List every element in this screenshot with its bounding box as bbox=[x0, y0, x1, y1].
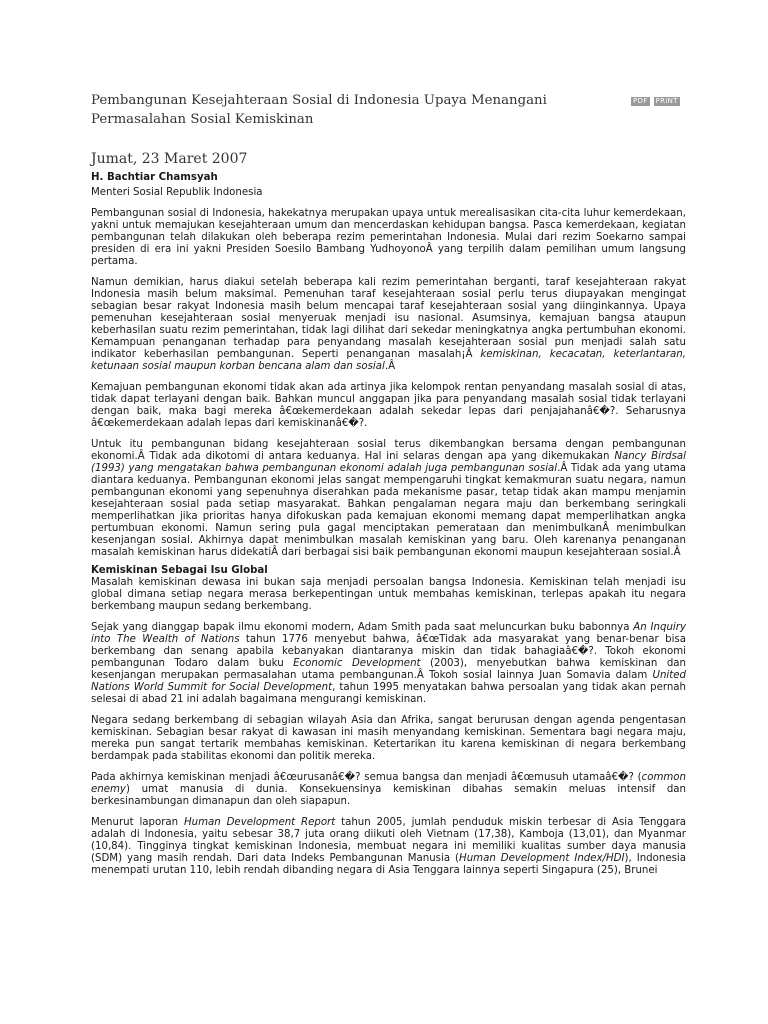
summit-name: United Nations World Summit for Social Development bbox=[91, 670, 686, 693]
paragraph-9-text-b: tahun 2005, jumlah penduduk miskin terbesar di Asia Tenggara adalah di Indonesia, yaitu sebesar 38,7 juta orang diikuti oleh Vietnam (17,38), Kamboja (13,01), dan Myanmar (10,84). Tingginya tingkat kemiskinan Indonesia, membuat negara ini memiliki kualitas sumber daya manusia (SDM) yang masih rendah. Dari data Indeks Pembangunan Manusia ( bbox=[91, 817, 687, 864]
report-title: Human Development Report bbox=[183, 817, 336, 828]
paragraph-2 bbox=[91, 277, 686, 373]
section-heading: Kemiskinan Sebagai Isu Global bbox=[91, 565, 268, 576]
paragraph-4 bbox=[91, 439, 686, 559]
book-title-economic-development: Economic Development bbox=[293, 658, 421, 669]
article-title: Pembangunan Kesejahteraan Sosial di Indonesia Upaya Menangani Permasalahan Sosial Kemiskinan bbox=[91, 93, 547, 127]
paragraph-5: Masalah kemiskinan dewasa ini bukan saja menjadi persoalan bangsa Indonesia. Kemiskinan telah menjadi isu global dimana setiap negara merasa berkepentingan untuk membahas kemiskinan, terlepas apakah itu negara berkembang maupun sedang berkembang. bbox=[91, 577, 686, 612]
paragraph-7: Negara sedang berkembang di sebagian wilayah Asia dan Afrika, sangat berurusan dengan agenda pengentasan kemiskinan. Sebagian besar rakyat di kawasan ini masih menyandang kemiskinan. Sementara bagi negara maju, mereka pun sangat tertarik membahas kemiskinan. Ketertarikan itu karena kemiskinan di negara berkembang berdampak pada stabilitas ekonomi dan politik mereka. bbox=[91, 715, 686, 762]
paragraph-2-emphasis: kemiskinan, kecacatan, keterlantaran, ketunaan sosial maupun korban bencana alam dan sosial bbox=[91, 349, 686, 372]
paragraph-9-text-c: ), Indonesia menempati urutan 110, lebih rendah dibanding negara di Asia Tenggara lainnya seperti Singapura (25), Brunei bbox=[91, 853, 686, 876]
paragraph-8-text-b: ) umat manusia di dunia. Konsekuensinya kemiskinan dibahas semakin meluas intensif dan berkesinambungan dimanapun dan oleh siapapun. bbox=[91, 784, 686, 807]
paragraph-6 bbox=[91, 622, 686, 706]
book-title-wealth-of-nations: An Inquiry into The Wealth of Nations bbox=[91, 622, 686, 645]
paragraph-6-text-a: Sejak yang dianggap bapak ilmu ekonomi modern, Adam Smith pada saat meluncurkan buku babonnya bbox=[91, 622, 634, 633]
paragraph-6-text-c: (2003), menyebutkan bahwa kemiskinan dan kesenjangan merupakan permasalahan utama pembangunan.Â Tokoh sosial lainnya Juan Somavia dalam bbox=[91, 658, 686, 681]
hdi-term: Human Development Index/HDI bbox=[459, 853, 625, 864]
paragraph-4-emphasis: Nancy Birdsal (1993) yang mengatakan bahwa pembangunan ekonomi adalah juga pembangunan sosial bbox=[91, 451, 686, 474]
article-date: Jumat, 23 Maret 2007 bbox=[91, 151, 248, 167]
author-role: Menteri Sosial Republik Indonesia bbox=[91, 187, 263, 198]
paragraph-9 bbox=[91, 817, 686, 877]
paragraph-2-end: .Â bbox=[384, 361, 396, 372]
paragraph-8 bbox=[91, 772, 686, 808]
paragraph-6-text-b: tahun 1776 menyebut bahwa, â€œTidak ada masyarakat yang benar-benar bisa berkembang dan senang apabila kebanyakan diantaranya miskin dan tidak bahagiaâ€�?. Tokoh ekonomi pembangunan Todaro dalam buku bbox=[91, 634, 686, 669]
paragraph-4-text: Untuk itu pembangunan bidang kesejahteraan sosial terus dikembangkan bersama dengan pembangunan ekonomi.Â Tidak ada dikotomi di antara keduanya. Hal ini selaras dengan apa yang dikemukakan bbox=[91, 439, 686, 462]
paragraph-8-emphasis: common enemy bbox=[91, 772, 686, 795]
article-actions bbox=[627, 95, 680, 107]
paragraph-2-text: Namun demikian, harus diakui setelah beberapa kali rezim pemerintahan berganti, taraf kesejahteraan rakyat Indonesia masih belum maksimal. Pemenuhan taraf kesejahteraan sosial perlu terus diupayakan mengingat sebagian besar rakyat Indonesia masih belum mencapai taraf kesejahteraan sosial yang diinginkannya. Upaya pemenuhan kesejahteraan sosial menyeruak menjadi isu nasional. Asumsinya, kemajuan bangsa ataupun keberhasilan suatu rezim pemerintahan, tidak lagi dilihat dari sekedar meningkatnya angka pertumbuhan ekonomi. Kemampuan penanganan terhadap para penyandang masalah kesejahteraan sosial pun menjadi salah satu indikator keberhasilan pembangunan. Seperti penanganan masalah¡Â bbox=[91, 277, 686, 360]
author-name: H. Bachtiar Chamsyah bbox=[91, 172, 218, 183]
paragraph-6-text-d: , tahun 1995 menyatakan bahwa persoalan yang tidak akan pernah selesai di abad 21 ini adalah bagaimana mengurangi kemiskinan. bbox=[91, 682, 686, 705]
pdf-button[interactable]: PDF bbox=[633, 97, 648, 105]
paragraph-9-text-a: Menurut laporan bbox=[91, 817, 184, 828]
paragraph-8-text-a: Pada akhirnya kemiskinan menjadi â€œurusanâ€�? semua bangsa dan menjadi â€œmusuh utamaâ€�? ( bbox=[91, 772, 642, 783]
article bbox=[91, 88, 686, 877]
paragraph-1: Pembangunan sosial di Indonesia, hakekatnya merupakan upaya untuk merealisasikan cita-cita luhur kemerdekaan, yakni untuk memajukan kesejahteraan umum dan mencerdaskan kehidupan bangsa. Pasca kemerdekaan, kegiatan pembangunan telah dilakukan oleh beberapa rezim pemerintahan Indonesia. Mulai dari rezim Soekarno sampai presiden di era ini yakni Presiden Soesilo Bambang YudhoyonoÂ yang terpilih dalam pemilihan umum langsung pertama. bbox=[91, 208, 686, 267]
paragraph-3: Kemajuan pembangunan ekonomi tidak akan ada artinya jika kelompok rentan penyandang masalah sosial di atas, tidak dapat terlayani dengan baik. Bahkan muncul anggapan jika para penyandang masalah sosial tidak terlayani dengan baik, maka bagi mereka â€œkemerdekaan adalah sekedar lepas dari penjajahanâ€�?. Seharusnya â€œkemerdekaan adalah lepas dari kemiskinanâ€�?. bbox=[91, 382, 686, 429]
paragraph-4-end: .Â Tidak ada yang utama diantara keduanya. Pembangunan ekonomi jelas sangat mempengaruhi tingkat kemakmuran suatu negara, namun pembangunan ekonomi yang sepenuhnya diserahkan pada mekanisme pasar, tetap tidak akan mampu menjamin kesejahteraan sosial pada setiap masyarakat. Bahkan pengalaman negara maju dan berkembang seringkali memperlihatkan jika prioritas hanya difokuskan pada kemajuan ekonomi memang dapat memperlihatkan angka pertumbuan ekonomi. Namun sering pula gagal menciptakan pemerataan dan menimbulkanÂ menimbulkan kesenjangan sosial. Akhirnya dapat menimbulkan masalah kemiskinan yang baru. Oleh karenanya penanganan masalah kemiskinan harus didekatiÂ dari berbagai sisi baik pembangunan ekonomi maupun kesejahteraan sosial.Â bbox=[91, 463, 686, 558]
print-button[interactable]: PRINT bbox=[655, 97, 678, 105]
